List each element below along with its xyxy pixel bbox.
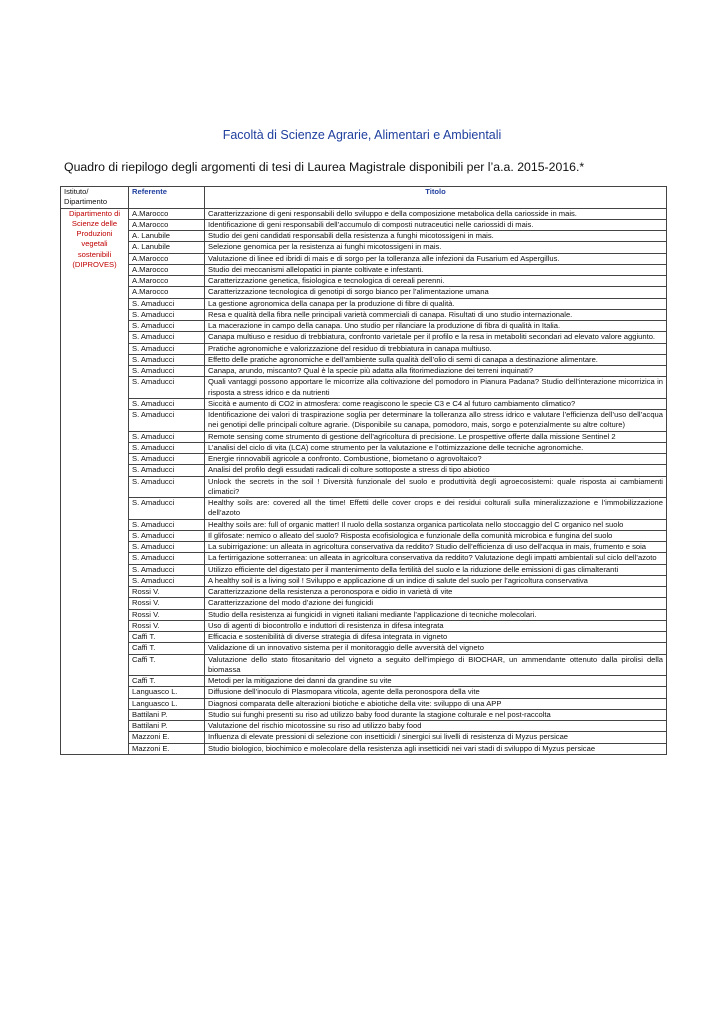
- institute-cell: Dipartimento di Scienze delle Produzioni vegetali sostenibili (DIPROVES): [61, 208, 129, 754]
- table-row: [61, 542, 667, 553]
- table-header-row: [61, 187, 667, 209]
- table-row: [61, 643, 667, 654]
- thesis-table: [60, 186, 667, 755]
- title-cell: Studio biologico, biochimico e molecolare della resistenza agli insetticidi nei vari stadi di sviluppo di Myzus persicae: [205, 743, 667, 754]
- referent-cell: Battilani P.: [129, 709, 205, 720]
- table-row: [61, 208, 667, 219]
- table-row: [61, 377, 667, 399]
- table-row: [61, 454, 667, 465]
- table-row: [61, 721, 667, 732]
- table-row: [61, 698, 667, 709]
- referent-cell: Caffi T.: [129, 676, 205, 687]
- title-cell: A healthy soil is a living soil ! Sviluppo e applicazione di un indice di salute del suolo per l’agricoltura conservativa: [205, 575, 667, 586]
- referent-cell: S. Amaducci: [129, 442, 205, 453]
- referent-cell: S. Amaducci: [129, 377, 205, 399]
- title-cell: Selezione genomica per la resistenza ai funghi micotossigeni in mais.: [205, 242, 667, 253]
- referent-cell: S. Amaducci: [129, 366, 205, 377]
- table-row: [61, 676, 667, 687]
- referent-cell: S. Amaducci: [129, 431, 205, 442]
- referent-cell: Caffi T.: [129, 643, 205, 654]
- table-row: [61, 575, 667, 586]
- table-row: [61, 442, 667, 453]
- title-cell: La gestione agronomica della canapa per la produzione di fibre di qualità.: [205, 298, 667, 309]
- referent-cell: A. Lanubile: [129, 231, 205, 242]
- title-cell: Influenza di elevate pressioni di selezione con insetticidi / sinergici sui livelli di resistenza di Myzus persicae: [205, 732, 667, 743]
- title-cell: Analisi del profilo degli essudati radicali di colture sottoposte a stress di tipo abiotico: [205, 465, 667, 476]
- referent-cell: A.Marocco: [129, 276, 205, 287]
- table-row: [61, 530, 667, 541]
- table-row: [61, 465, 667, 476]
- table-row: [61, 687, 667, 698]
- referent-cell: S. Amaducci: [129, 498, 205, 520]
- table-row: [61, 620, 667, 631]
- referent-cell: S. Amaducci: [129, 564, 205, 575]
- title-cell: Pratiche agronomiche e valorizzazione del residuo di trebbiatura in canapa multiuso.: [205, 343, 667, 354]
- referent-cell: Languasco L.: [129, 687, 205, 698]
- title-cell: Caratterizzazione della resistenza a peronospora e oidio in varietà di vite: [205, 587, 667, 598]
- referent-cell: S. Amaducci: [129, 530, 205, 541]
- table-row: [61, 332, 667, 343]
- referent-cell: S. Amaducci: [129, 410, 205, 432]
- header-title: Titolo: [205, 187, 667, 209]
- referent-cell: S. Amaducci: [129, 332, 205, 343]
- table-row: [61, 743, 667, 754]
- referent-cell: Rossi V.: [129, 609, 205, 620]
- table-row: [61, 298, 667, 309]
- referent-cell: S. Amaducci: [129, 519, 205, 530]
- table-row: [61, 321, 667, 332]
- referent-cell: Rossi V.: [129, 620, 205, 631]
- title-cell: Utilizzo efficiente del digestato per il mantenimento della fertilità del suolo e la riduzione delle emissioni di gas climalteranti: [205, 564, 667, 575]
- title-cell: La fertirrigazione sotterranea: un alleata in agricoltura conservativa da reddito? Valutazione degli impatti ambientali sul ciclo dell’azoto: [205, 553, 667, 564]
- title-cell: Remote sensing come strumento di gestione dell’agricoltura di precisione. Le prospettive offerte dalla missione Sentinel 2: [205, 431, 667, 442]
- title-cell: Uso di agenti di biocontrollo e induttori di resistenza in difesa integrata: [205, 620, 667, 631]
- title-cell: Valutazione dello stato fitosanitario del vigneto a seguito dell’impiego di BIOCHAR, un ammendante ottenuto dalla pirolisi della biomassa: [205, 654, 667, 676]
- title-cell: Effetto delle pratiche agronomiche e dell’ambiente sulla qualità dell’olio di semi di canapa a destinazione alimentare.: [205, 354, 667, 365]
- referent-cell: S. Amaducci: [129, 553, 205, 564]
- table-row: [61, 264, 667, 275]
- table-row: [61, 519, 667, 530]
- table-row: [61, 343, 667, 354]
- referent-cell: Battilani P.: [129, 721, 205, 732]
- referent-cell: S. Amaducci: [129, 321, 205, 332]
- title-cell: Valutazione del rischio micotossine su riso ad utilizzo baby food: [205, 721, 667, 732]
- faculty-title: Facoltà di Scienze Agrarie, Alimentari e Ambientali: [222, 128, 502, 142]
- title-cell: Il glifosate: nemico o alleato del suolo? Risposta ecofisiologica e funzionale della comunità microbica e fungina del suolo: [205, 530, 667, 541]
- table-row: [61, 431, 667, 442]
- referent-cell: A.Marocco: [129, 264, 205, 275]
- table-row: [61, 276, 667, 287]
- table-row: [61, 410, 667, 432]
- table-row: [61, 498, 667, 520]
- referent-cell: S. Amaducci: [129, 343, 205, 354]
- table-row: [61, 609, 667, 620]
- title-cell: Healthy soils are: full of organic matter! Il ruolo della sostanza organica particolata nello stoccaggio del C organico nel suolo: [205, 519, 667, 530]
- referent-cell: S. Amaducci: [129, 575, 205, 586]
- title-cell: Siccità e aumento di CO2 in atmosfera: come reagiscono le specie C3 e C4 al futuro cambiamento climatico?: [205, 398, 667, 409]
- table-row: [61, 564, 667, 575]
- referent-cell: Mazzoni E.: [129, 743, 205, 754]
- title-cell: Identificazione dei valori di traspirazione soglia per determinare la tolleranza allo stress idrico e valutare l’efficienza dell’uso dell’acqua nei genotipi delle principali colture agrarie. (Disponibile su canapa, pomodoro, mais, sorgo e potenzialmente su altre colture): [205, 410, 667, 432]
- title-cell: Valutazione di linee ed ibridi di mais e di sorgo per la tolleranza alle infezioni da Fusarium ed Aspergillus.: [205, 253, 667, 264]
- referent-cell: Mazzoni E.: [129, 732, 205, 743]
- table-row: [61, 398, 667, 409]
- referent-cell: S. Amaducci: [129, 298, 205, 309]
- referent-cell: A. Lanubile: [129, 242, 205, 253]
- table-row: [61, 366, 667, 377]
- table-row: [61, 598, 667, 609]
- referent-cell: A.Marocco: [129, 287, 205, 298]
- referent-cell: S. Amaducci: [129, 454, 205, 465]
- title-cell: Quali vantaggi possono apportare le micorrize alla coltivazione del pomodoro in Pianura Padana? Studio dell’interazione micorrizica in risposta a stress idrico e da nutrienti: [205, 377, 667, 399]
- referent-cell: A.Marocco: [129, 208, 205, 219]
- table-row: [61, 709, 667, 720]
- table-row: [61, 253, 667, 264]
- title-cell: Caratterizzazione di geni responsabili dello sviluppo e della composizione metabolica della cariosside in mais.: [205, 208, 667, 219]
- title-cell: Unlock the secrets in the soil ! Diversità funzionale del suolo e produttività degli agroecosistemi: quale risposta ai cambiamenti climatici?: [205, 476, 667, 498]
- referent-cell: Rossi V.: [129, 587, 205, 598]
- table-body: [61, 208, 667, 754]
- referent-cell: S. Amaducci: [129, 309, 205, 320]
- table-row: [61, 242, 667, 253]
- title-cell: La subirrigazione: un alleata in agricoltura conservativa da reddito? Studio dell’efficienza di uso dell’acqua in mais, frumento e soia: [205, 542, 667, 553]
- referent-cell: A.Marocco: [129, 219, 205, 230]
- document-subtitle: Quadro di riepilogo degli argomenti di tesi di Laurea Magistrale disponibili per l’a.a. 2015-2016.*: [64, 160, 585, 174]
- table-row: [61, 354, 667, 365]
- title-cell: Identificazione di geni responsabili dell’accumulo di composti nutraceutici nelle cariossidi di mais.: [205, 219, 667, 230]
- title-cell: Validazione di un innovativo sistema per il monitoraggio delle avversità del vigneto: [205, 643, 667, 654]
- title-cell: L’analisi del ciclo di vita (LCA) come strumento per la valutazione e l’ottimizzazione delle tecniche agronomiche.: [205, 442, 667, 453]
- title-cell: Studio dei geni candidati responsabili della resistenza a funghi micotossigeni in mais.: [205, 231, 667, 242]
- title-cell: La macerazione in campo della canapa. Uno studio per rilanciare la produzione di fibra di qualità in Italia.: [205, 321, 667, 332]
- referent-cell: A.Marocco: [129, 253, 205, 264]
- title-cell: Healthy soils are: covered all the time! Effetti delle cover crops e dei residui colturali sulla mineralizzazione e l’immobilizzazione dell’azoto: [205, 498, 667, 520]
- referent-cell: S. Amaducci: [129, 354, 205, 365]
- table-row: [61, 553, 667, 564]
- table-row: [61, 632, 667, 643]
- referent-cell: S. Amaducci: [129, 476, 205, 498]
- title-cell: Studio dei meccanismi allelopatici in piante coltivate e infestanti.: [205, 264, 667, 275]
- title-cell: Canapa, arundo, miscanto? Qual è la specie più adatta alla fitorimediazione dei terreni inquinati?: [205, 366, 667, 377]
- referent-cell: Languasco L.: [129, 698, 205, 709]
- referent-cell: S. Amaducci: [129, 398, 205, 409]
- referent-cell: S. Amaducci: [129, 542, 205, 553]
- title-cell: Diagnosi comparata delle alterazioni biotiche e abiotiche della vite: sviluppo di una APP: [205, 698, 667, 709]
- referent-cell: Caffi T.: [129, 654, 205, 676]
- title-cell: Canapa multiuso e residuo di trebbiatura, confronto varietale per il profilo e la resa in metaboliti secondari ad elevato valore aggiunto.: [205, 332, 667, 343]
- title-cell: Caratterizzazione del modo d’azione dei fungicidi: [205, 598, 667, 609]
- table-row: [61, 219, 667, 230]
- title-cell: Diffusione dell’inoculo di Plasmopara viticola, agente della peronospora della vite: [205, 687, 667, 698]
- title-cell: Energie rinnovabili agricole a confronto. Combustione, biometano o agrovoltaico?: [205, 454, 667, 465]
- title-cell: Caratterizzazione tecnologica di genotipi di sorgo bianco per l’alimentazione umana: [205, 287, 667, 298]
- table-row: [61, 231, 667, 242]
- referent-cell: Caffi T.: [129, 632, 205, 643]
- table-row: [61, 587, 667, 598]
- table-row: [61, 309, 667, 320]
- table-row: [61, 476, 667, 498]
- table-row: [61, 654, 667, 676]
- referent-cell: S. Amaducci: [129, 465, 205, 476]
- header-referent: Referente: [129, 187, 205, 209]
- title-cell: Studio sui funghi presenti su riso ad utilizzo baby food durante la stagione colturale e nel post-raccolta: [205, 709, 667, 720]
- title-cell: Efficacia e sostenibilità di diverse strategia di difesa integrata in vigneto: [205, 632, 667, 643]
- title-cell: Studio della resistenza ai fungicidi in vigneti italiani mediante l’applicazione di tecniche molecolari.: [205, 609, 667, 620]
- table-row: [61, 287, 667, 298]
- title-cell: Resa e qualità della fibra nelle principali varietà commerciali di canapa. Risultati di uno studio internazionale.: [205, 309, 667, 320]
- table-row: [61, 732, 667, 743]
- header-institute: Istituto/ Dipartimento: [61, 187, 129, 209]
- referent-cell: Rossi V.: [129, 598, 205, 609]
- title-cell: Caratterizzazione genetica, fisiologica e tecnologica di cereali perenni.: [205, 276, 667, 287]
- title-cell: Metodi per la mitigazione dei danni da grandine su vite: [205, 676, 667, 687]
